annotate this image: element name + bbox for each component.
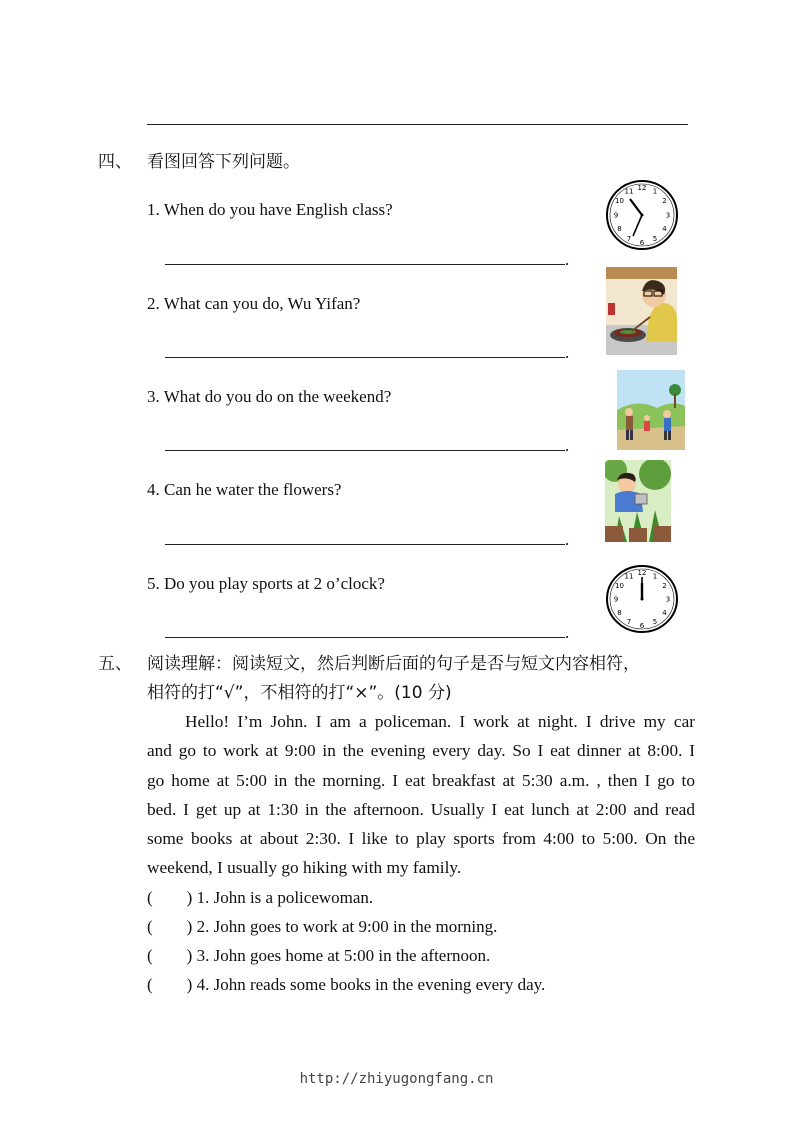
answer-bracket[interactable]: ( ) (147, 975, 193, 994)
clock-number: 12 (637, 569, 647, 577)
clock-number: 8 (617, 225, 622, 233)
clock-number: 4 (662, 609, 667, 617)
answer-bracket[interactable]: ( ) (147, 917, 193, 936)
clock-number: 9 (613, 595, 619, 604)
statement-2 (147, 917, 497, 937)
answer-line-4[interactable]: . (165, 528, 569, 550)
question-3: 3. What do you do on the weekend? (147, 387, 392, 406)
section-4-number: 四、 (98, 152, 132, 172)
passage-line: go home at 5:00 in the morning. I eat breakfast at 5:30 a.m. , then I go to (147, 770, 695, 790)
clock-number: 3 (665, 595, 671, 604)
clock-number: 2 (662, 582, 667, 590)
reading-passage (147, 707, 695, 883)
watering-flowers-picture (605, 460, 671, 542)
clock-number: 10 (615, 582, 624, 590)
statement-4 (147, 975, 545, 995)
statement-text: 2. John goes to work at 9:00 in the morning. (196, 917, 498, 936)
footer-url[interactable]: http://zhiyugongfang.cn (299, 1071, 494, 1087)
clock-seven-icon (604, 178, 680, 252)
question-5: 5. Do you play sports at 2 o’clock? (147, 574, 385, 593)
clock-number: 2 (662, 197, 667, 205)
answer-line-3[interactable]: . (165, 434, 569, 456)
passage-line: bed. I get up at 1:30 in the afternoon. Usually I eat lunch at 2:00 and read (147, 799, 695, 819)
question-4: 4. Can he water the flowers? (147, 480, 342, 499)
hiking-picture (617, 370, 685, 450)
clock-number: 6 (639, 239, 645, 247)
clock-number: 12 (637, 184, 647, 192)
clock-number: 5 (652, 618, 658, 626)
statement-1 (147, 888, 373, 908)
clock-number: 9 (613, 211, 619, 220)
passage-line: some books at about 2:30. I like to play sports from 4:00 to 5:00. On the (147, 829, 695, 849)
answer-line-2[interactable]: . (165, 341, 569, 363)
answer-line-5[interactable]: . (165, 621, 569, 643)
passage-line: Hello! I’m John. I am a policeman. I work at night. I drive my car (185, 712, 695, 731)
clock-number: 8 (617, 609, 622, 617)
clock-twelve-icon (604, 563, 680, 635)
clock-number: 1 (652, 572, 658, 581)
clock-number: 3 (665, 211, 671, 220)
question-2: 2. What can you do, Wu Yifan? (147, 294, 361, 313)
clock-number: 6 (639, 622, 645, 630)
clock-number: 7 (626, 618, 632, 626)
section-5-title-line-2: 相符的打“√”，不相符的打“×”。(10 分) (147, 683, 452, 703)
section-5-title-line-1: 阅读理解：阅读短文，然后判断后面的句子是否与短文内容相符， (147, 654, 640, 674)
passage-line: and go to work at 9:00 in the evening every day. So I eat dinner at 8:00. I (147, 741, 695, 761)
passage-line: weekend, I usually go hiking with my family. (147, 858, 462, 878)
section-4-title: 看图回答下列问题。 (147, 152, 300, 172)
statement-text: 3. John goes home at 5:00 in the afternoon. (196, 946, 491, 965)
clock-number: 5 (652, 235, 658, 243)
clock-number: 4 (662, 225, 667, 233)
clock-number: 1 (652, 187, 658, 196)
section-5-number: 五、 (98, 654, 132, 674)
clock-number: 11 (624, 187, 634, 196)
answer-bracket[interactable]: ( ) (147, 888, 193, 907)
cooking-picture (606, 267, 677, 355)
statement-text: 1. John is a policewoman. (196, 888, 374, 907)
question-1: 1. When do you have English class? (147, 200, 393, 219)
clock-number: 7 (626, 235, 632, 243)
answer-line-1[interactable]: . (165, 248, 569, 270)
clock-number: 10 (615, 197, 624, 205)
statement-3 (147, 946, 490, 966)
statement-text: 4. John reads some books in the evening every day. (196, 975, 546, 994)
clock-number: 11 (624, 572, 634, 581)
answer-bracket[interactable]: ( ) (147, 946, 193, 965)
section-5-title (147, 650, 695, 708)
top-answer-line (147, 124, 688, 125)
